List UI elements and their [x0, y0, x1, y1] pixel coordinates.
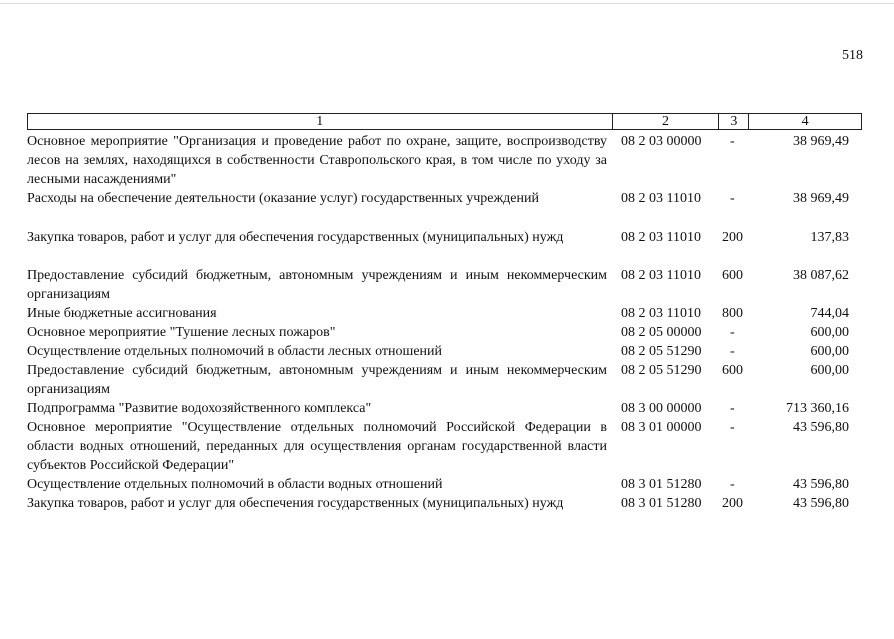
row-amount: 600,00: [810, 363, 849, 378]
row-type: -: [730, 477, 735, 492]
row-type: 200: [722, 496, 743, 511]
table-row: [27, 189, 862, 228]
row-name: Закупка товаров, работ и услуг для обеспечения государственных (муниципальных) нужд: [27, 496, 564, 511]
row-type: -: [730, 191, 735, 206]
row-code: 08 2 03 11010: [621, 230, 701, 245]
row-type: 800: [722, 306, 743, 321]
row-name: Основное мероприятие "Осуществление отдельных полномочий Российской Федерации в области водных отношений, переданных для осуществления органам государственной власти субъектов Российской Федерации": [27, 420, 607, 473]
row-amount: 713 360,16: [786, 401, 849, 416]
row-amount: 43 596,80: [793, 496, 849, 511]
row-name: Осуществление отдельных полномочий в области водных отношений: [27, 477, 443, 492]
row-type: -: [730, 134, 735, 149]
scan-edge-line: [0, 3, 894, 4]
table-row: [27, 304, 862, 323]
row-name: Основное мероприятие "Тушение лесных пожаров": [27, 325, 336, 340]
row-amount: 600,00: [810, 344, 849, 359]
row-name: Подпрограмма "Развитие водохозяйственного комплекса": [27, 401, 372, 416]
row-name: Осуществление отдельных полномочий в области лесных отношений: [27, 344, 443, 359]
header-col-4: 4: [801, 114, 809, 129]
header-col-2: 2: [613, 114, 720, 129]
table-row: [27, 132, 862, 189]
table-row: [27, 323, 862, 342]
row-amount: 38 969,49: [793, 191, 849, 206]
row-amount: 38 969,49: [793, 134, 849, 149]
row-name: Предоставление субсидий бюджетным, автономным учреждениям и иным некоммерческим организациям: [27, 268, 607, 302]
table-row: [27, 399, 862, 418]
row-amount: 744,04: [810, 306, 849, 321]
row-name: Иные бюджетные ассигнования: [27, 306, 217, 321]
row-code: 08 2 03 11010: [621, 306, 701, 321]
row-type: 600: [722, 268, 743, 283]
table-row: [27, 228, 862, 266]
table-row: [27, 342, 862, 361]
row-name: Основное мероприятие "Организация и проведение работ по охране, защите, воспроизводству лесов на землях, находящихся в собственности Ставропольского края, в том числе по уходу за лесными насаждениями": [27, 134, 607, 187]
table-row: [27, 266, 862, 304]
row-type: -: [730, 325, 735, 340]
row-amount: 38 087,62: [793, 268, 849, 283]
row-code: 08 2 05 51290: [621, 363, 702, 378]
table-row: [27, 494, 862, 513]
row-code: 08 2 03 11010: [621, 191, 701, 206]
table-row: [27, 361, 862, 399]
table-row: [27, 475, 862, 494]
row-type: 600: [722, 363, 743, 378]
row-code: 08 2 03 11010: [621, 268, 701, 283]
row-code: 08 3 00 00000: [621, 401, 702, 416]
row-code: 08 3 01 00000: [621, 420, 702, 435]
row-type: -: [730, 420, 735, 435]
table-row: [27, 418, 862, 475]
row-name: Предоставление субсидий бюджетным, автономным учреждениям и иным некоммерческим организациям: [27, 363, 607, 397]
row-code: 08 3 01 51280: [621, 496, 702, 511]
row-code: 08 3 01 51280: [621, 477, 702, 492]
row-type: 200: [722, 230, 743, 245]
budget-table: [27, 113, 862, 513]
header-col-1: 1: [28, 114, 613, 129]
header-col-3: 3: [719, 114, 749, 129]
table-header-row: [27, 113, 862, 130]
row-type: -: [730, 401, 735, 416]
row-amount: 43 596,80: [793, 477, 849, 492]
row-code: 08 2 03 00000: [621, 134, 702, 149]
row-code: 08 2 05 00000: [621, 325, 702, 340]
row-amount: 137,83: [810, 230, 849, 245]
row-type: -: [730, 344, 735, 359]
page-number: 518: [842, 48, 863, 63]
row-name: Расходы на обеспечение деятельности (оказание услуг) государственных учреждений: [27, 191, 539, 206]
row-name: Закупка товаров, работ и услуг для обеспечения государственных (муниципальных) нужд: [27, 230, 564, 245]
row-amount: 600,00: [810, 325, 849, 340]
table-body: [27, 132, 862, 513]
row-amount: 43 596,80: [793, 420, 849, 435]
row-code: 08 2 05 51290: [621, 344, 702, 359]
